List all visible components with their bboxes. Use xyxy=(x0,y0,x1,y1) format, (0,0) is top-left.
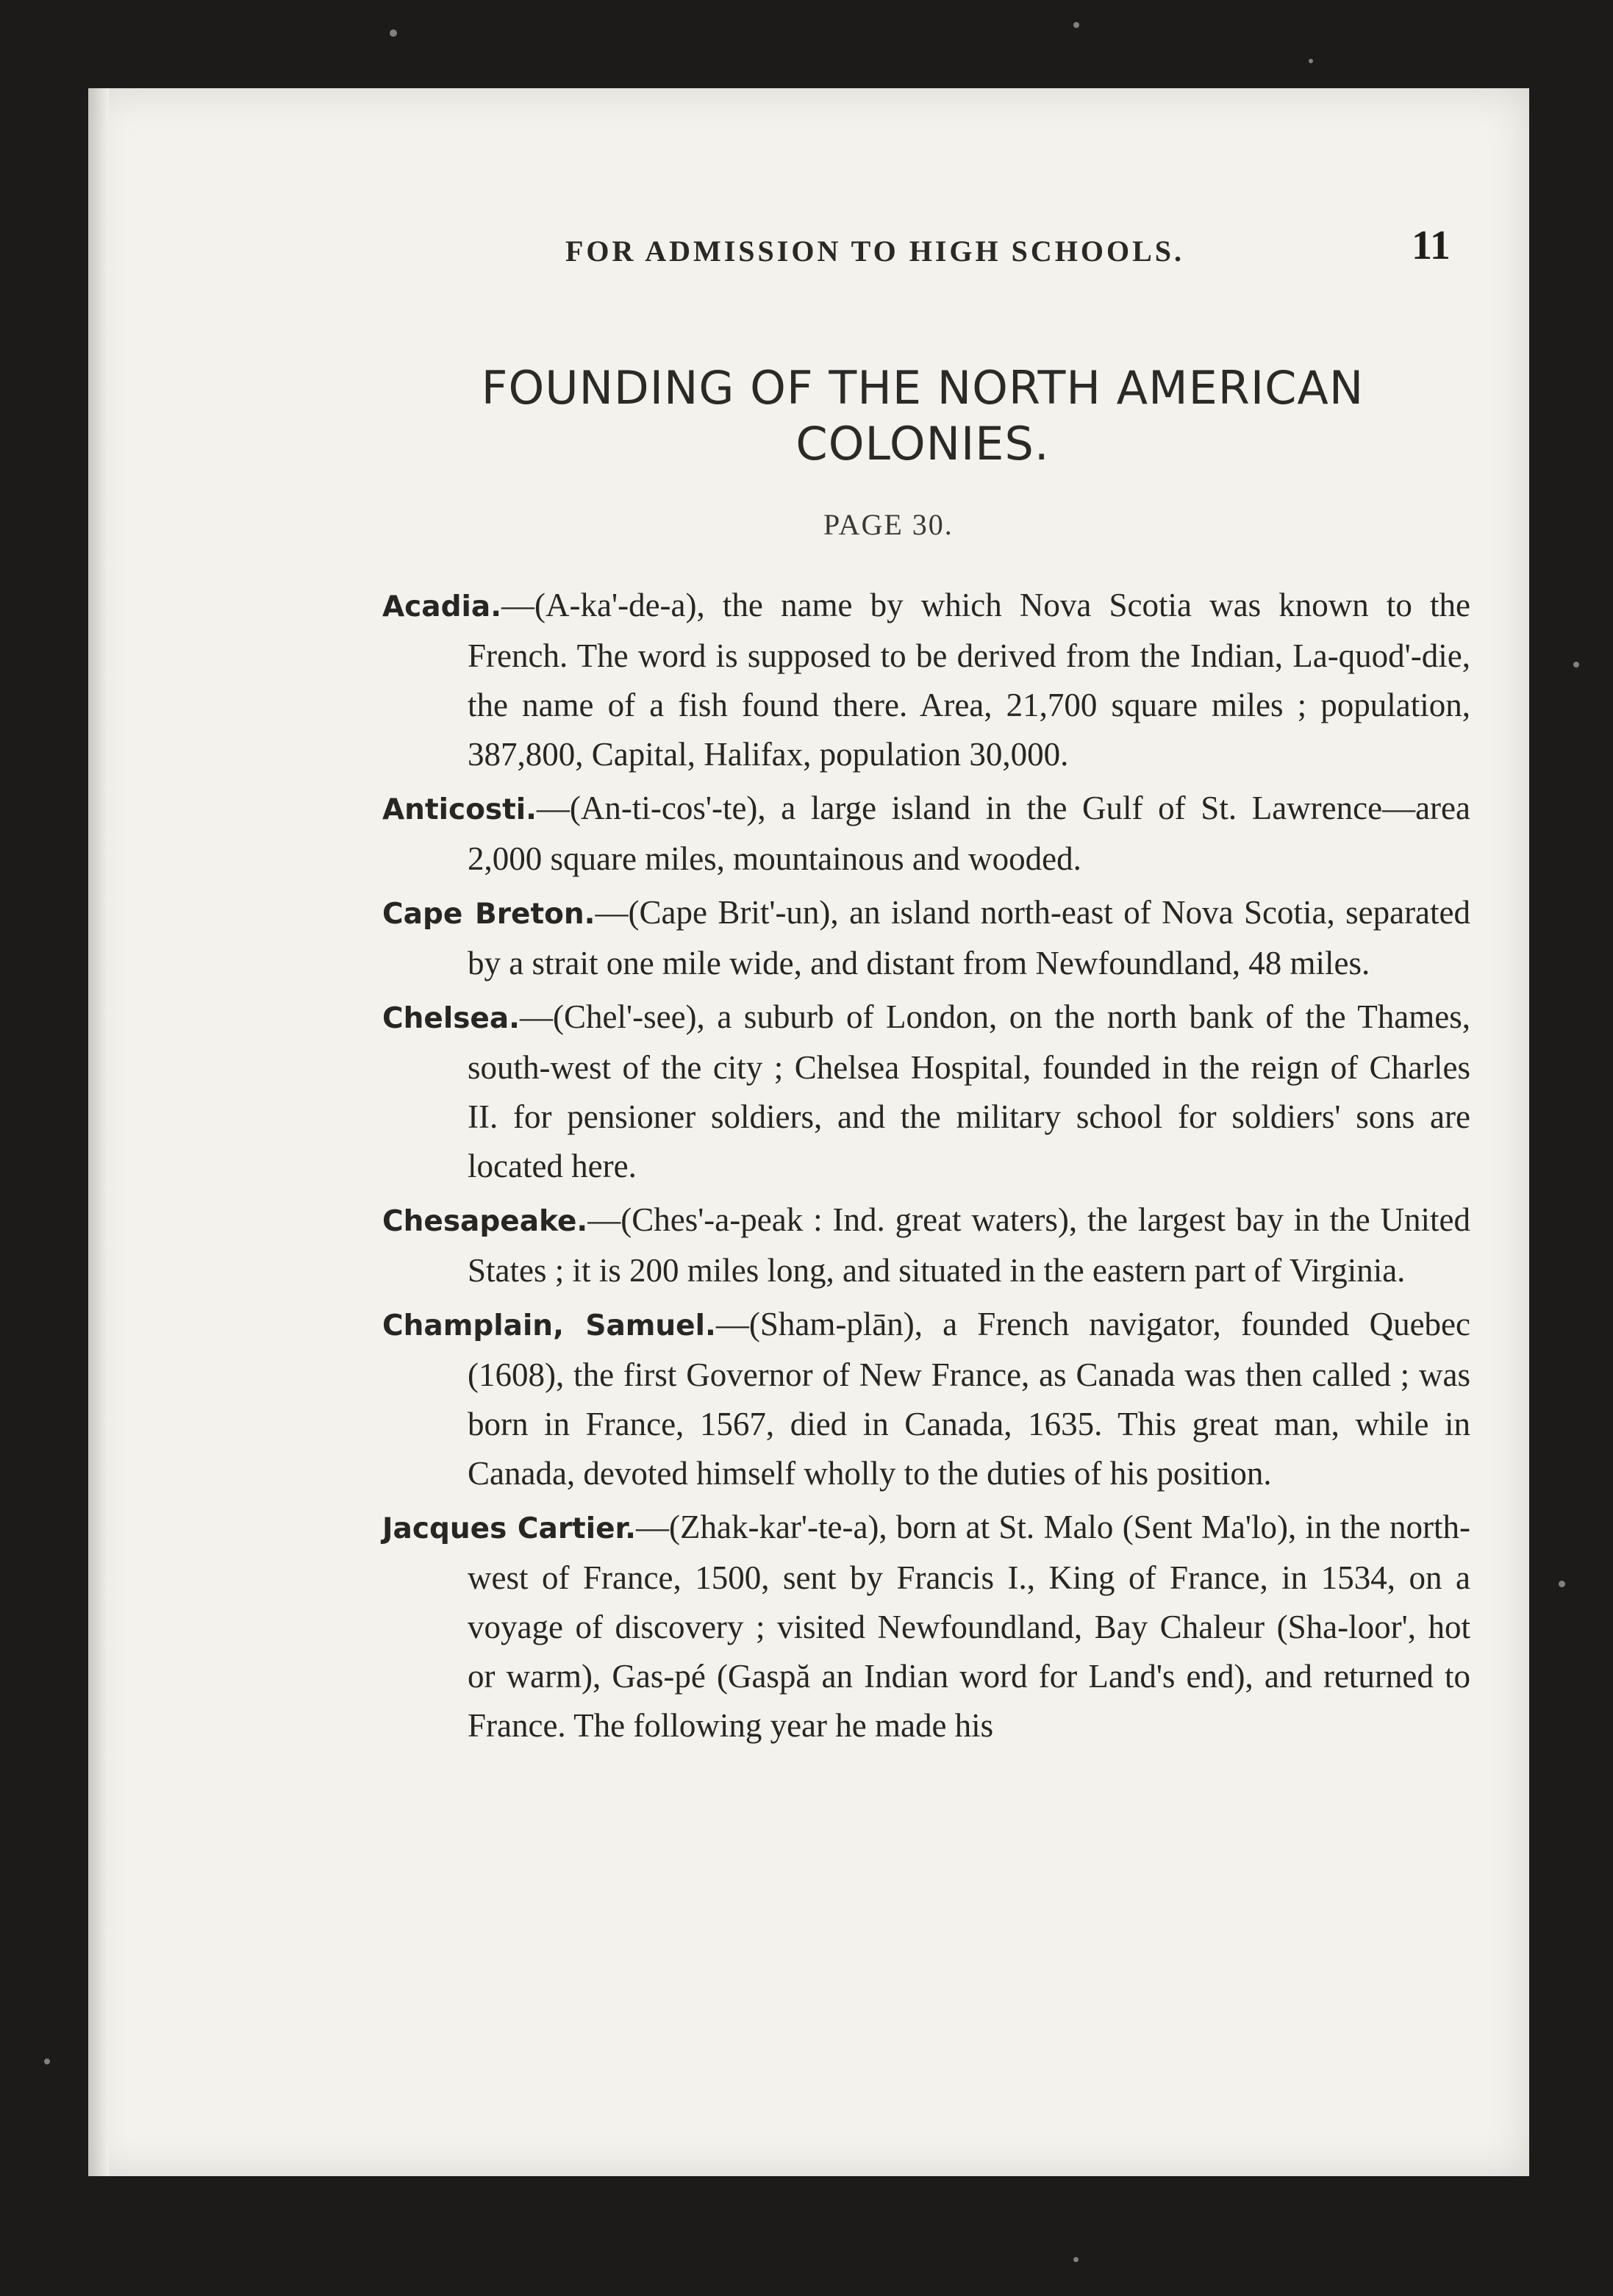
glossary-entry xyxy=(382,888,1470,988)
scan-speck xyxy=(1073,22,1079,28)
scan-speck xyxy=(1573,662,1579,668)
scan-speck xyxy=(1073,2257,1079,2262)
glossary-entry xyxy=(382,1503,1470,1750)
glossary-entries xyxy=(382,581,1470,1755)
entry-text: —(Ches'-a-peak : Ind. great waters), the largest bay in the United States ; it is 200 miles long, and situated in the eastern part of Virginia. xyxy=(468,1201,1470,1289)
glossary-entry xyxy=(382,1300,1470,1498)
entry-headword: Chesapeake. xyxy=(382,1205,588,1238)
scan-speck xyxy=(44,2059,50,2064)
entry-text: —(Cape Brit'-un), an island north-east of Nova Scotia, separated by a strait one mile wide, and distant from Newfoundland, 48 miles. xyxy=(468,894,1471,981)
entry-headword: Jacques Cartier. xyxy=(382,1512,637,1545)
entry-headword: Acadia. xyxy=(382,590,502,623)
entry-headword: Champlain, Samuel. xyxy=(382,1309,716,1342)
entry-text: —(Chel'-see), a suburb of London, on the north bank of the Thames, south-west of the city ; Chelsea Hospital, founded in the reign of Charles II. for pensioner soldiers, and the military school for soldiers' sons are located here. xyxy=(468,998,1470,1184)
entry-text: —(An-ti-cos'-te), a large island in the Gulf of St. Lawrence—area 2,000 square miles, mountainous and wooded. xyxy=(468,790,1470,877)
entry-headword: Cape Breton. xyxy=(382,898,596,931)
entry-headword: Anticosti. xyxy=(382,793,537,826)
scan-speck xyxy=(1309,59,1313,63)
page-reference: PAGE 30. xyxy=(823,508,954,541)
entry-text: —(Sham-plān), a French navigator, founded Quebec (1608), the first Governor of New France, as Canada was then called ; was born in France, 1567, died in Canada, 1635. This great man, while in Canada, devoted himself wholly to the duties of his position. xyxy=(468,1306,1470,1492)
entry-text: —(A-ka'-de-a), the name by which Nova Scotia was known to the French. The word is supposed to be derived from the Indian, La-quod'-die, the name of a fish found there. Area, 21,700 square miles ; population, 387,800, Capital, Halifax, population 30,000. xyxy=(468,587,1470,773)
page-spine-shadow xyxy=(88,88,109,2176)
running-head: FOR ADMISSION TO HIGH SCHOOLS. xyxy=(565,235,1185,268)
scan-speck xyxy=(1559,1581,1565,1587)
scan-speck xyxy=(390,29,397,37)
glossary-entry xyxy=(382,581,1470,779)
entry-text: —(Zhak-kar'-te-a), born at St. Malo (Sent Ma'lo), in the north-west of France, 1500, sent by Francis I., King of France, in 1534, on a voyage of discovery ; visited Newfoundland, Bay Chaleur (Sha-loor', hot or warm), Gas-pé (Gaspă an Indian word for Land's end), and returned to France. The following year he made his xyxy=(468,1509,1471,1744)
glossary-entry xyxy=(382,784,1470,884)
page-number: 11 xyxy=(1412,223,1451,268)
glossary-entry xyxy=(382,1195,1470,1295)
entry-headword: Chelsea. xyxy=(382,1002,521,1035)
chapter-title: FOUNDING OF THE NORTH AMERICAN COLONIES. xyxy=(481,361,1365,471)
glossary-entry xyxy=(382,993,1470,1191)
